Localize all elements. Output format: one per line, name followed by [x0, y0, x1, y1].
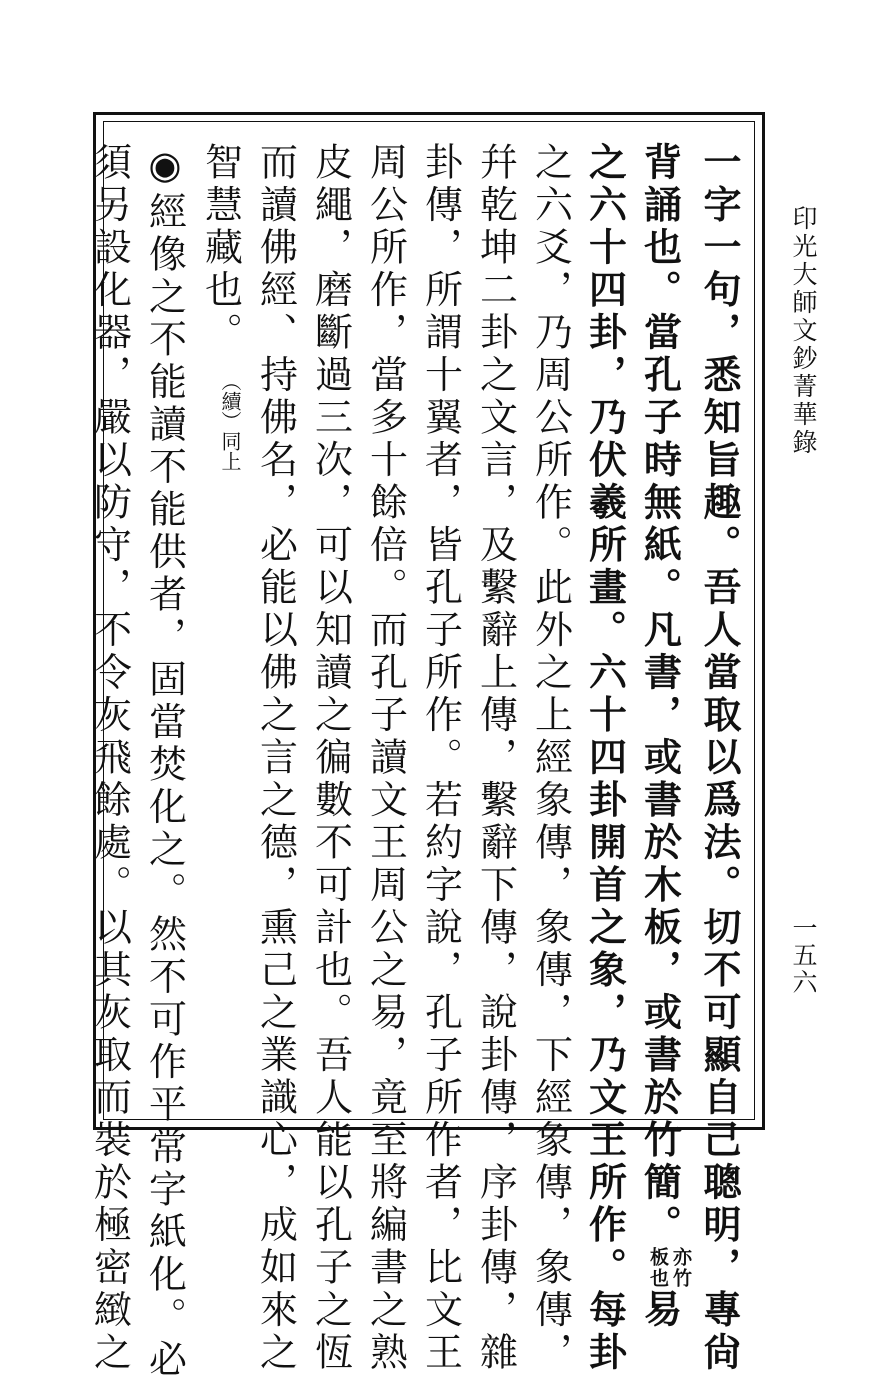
column-text: 智慧藏也。	[198, 142, 243, 355]
column-text: 而讀佛經、持佛名，必能以佛之言之德，熏己之業識心，成如來之	[253, 142, 298, 1375]
column-text: 幷乾坤二卦之文言，及繫辭上傳，繫辭下傳，說卦傳，序卦傳，雜	[473, 142, 518, 1375]
page-number: 一五六	[789, 915, 818, 996]
text-column	[82, 142, 137, 1375]
column-text: 易	[637, 1289, 683, 1332]
column-text: 周公所作，當多十餘倍。而孔子讀文王周公之易，竟至將編書之熟	[363, 142, 408, 1375]
column-text: 一字一句，悉知旨趣。吾人當取以爲法。切不可顯自己聰明，專尙	[697, 142, 742, 1375]
text-column	[523, 142, 578, 1375]
text-column	[633, 142, 693, 1332]
text-column	[413, 142, 468, 1375]
column-text: 之六爻，乃周公所作。	[528, 142, 573, 567]
column-text: 之六十四卦，乃伏羲所畫。六十四卦開首之象，乃文王所作。每卦	[582, 142, 628, 1375]
column-text: 卦傳，所謂十翼者，皆孔子所作。若約字說，孔子所作者，比文王	[418, 142, 463, 1375]
text-column	[137, 142, 193, 1382]
column-text: 此外之上經象傳，象傳，下經象傳，象傳，	[528, 567, 573, 1375]
text-column	[303, 142, 358, 1375]
text-column	[692, 142, 747, 1375]
column-text: 皮繩，磨斷過三次，可以知讀之徧數不可計也。吾人能以孔子之恆	[308, 142, 353, 1375]
text-column	[358, 142, 413, 1375]
text-column	[193, 142, 248, 1102]
interlinear-note	[646, 1247, 692, 1289]
column-text: 經像之不能讀不能供者，固當焚化之。然不可作平常字紙化。必	[142, 191, 187, 1382]
note-line-left: 板也	[647, 1247, 669, 1289]
section-mark-icon: ◉	[142, 142, 188, 192]
column-text: 須另設化器，嚴以防守，不令灰飛餘處。以其灰取而裝於極密緻之	[87, 142, 132, 1375]
text-column	[248, 142, 303, 1375]
column-text: 背誦也。當孔子時無紙。凡書，或書於木板，或書於竹簡。	[637, 142, 683, 1247]
text-column	[578, 142, 633, 1375]
running-title: 印光大師文鈔菁華錄	[789, 205, 818, 457]
note-line-right: 亦竹	[670, 1247, 692, 1289]
body-text	[87, 142, 747, 1382]
source-note: （續）同上	[218, 371, 242, 472]
text-column	[468, 142, 523, 1375]
